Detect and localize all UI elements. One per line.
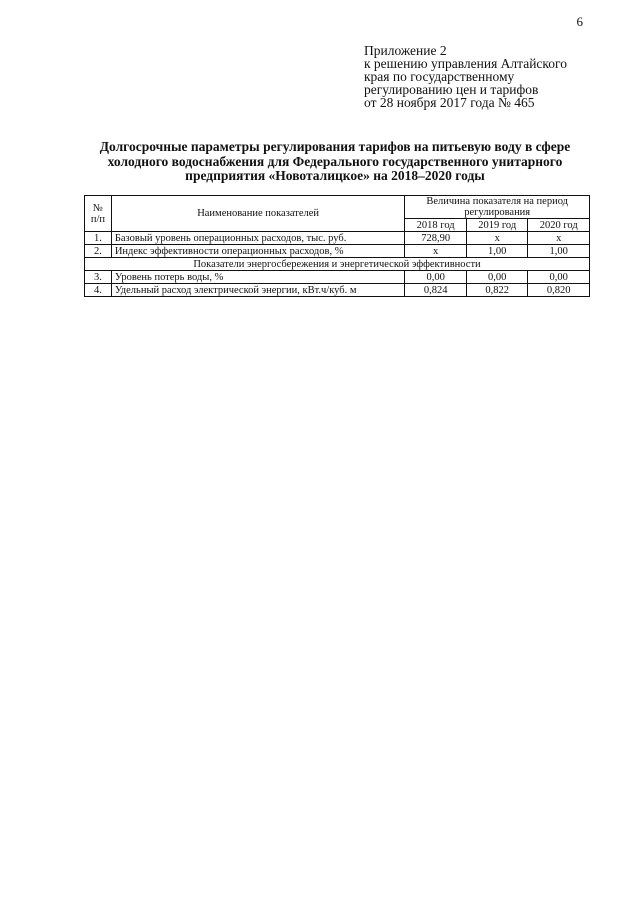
section-title: Показатели энергосбережения и энергетической эффективности: [85, 258, 590, 271]
section-row: [85, 258, 590, 271]
row-value: 0,820: [528, 284, 590, 297]
title-line: Долгосрочные параметры регулирования тарифов на питьевую воду в сфере: [99, 139, 571, 154]
table-header-row: [85, 196, 590, 219]
row-name: Базовый уровень операционных расходов, тыс. руб.: [111, 232, 405, 245]
header-year: 2018 год: [405, 219, 467, 232]
header-name: Наименование показателей: [111, 196, 405, 232]
page-number: 6: [576, 14, 583, 29]
row-value: х: [466, 232, 528, 245]
annex-block: [364, 44, 604, 109]
table-row: [85, 271, 590, 284]
row-name: Удельный расход электрической энергии, кВт.ч/куб. м: [111, 284, 405, 297]
row-value: 0,00: [466, 271, 528, 284]
title-line: холодного водоснабжения для Федерального государственного унитарного: [107, 153, 563, 169]
row-value: 728,90: [405, 232, 467, 245]
row-number: 2.: [85, 245, 112, 258]
header-year: 2019 год: [466, 219, 528, 232]
parameters-table: [84, 195, 590, 297]
row-number: 1.: [85, 232, 112, 245]
document-title: [80, 140, 590, 184]
annex-line: края по государственному: [364, 69, 515, 84]
row-value: х: [405, 245, 467, 258]
row-value: х: [528, 232, 590, 245]
row-name: Уровень потерь воды, %: [111, 271, 405, 284]
row-value: 1,00: [528, 245, 590, 258]
table-row: [85, 232, 590, 245]
row-number: 3.: [85, 271, 112, 284]
row-value: 0,822: [466, 284, 528, 297]
row-number: 4.: [85, 284, 112, 297]
annex-line: регулированию цен и тарифов: [364, 82, 539, 97]
row-name: Индекс эффективности операционных расходов, %: [111, 245, 405, 258]
table-row: [85, 284, 590, 297]
row-value: 1,00: [466, 245, 528, 258]
row-value: 0,00: [528, 271, 590, 284]
annex-line: от 28 ноября 2017 года № 465: [364, 95, 535, 110]
annex-line: Приложение 2: [364, 43, 447, 58]
annex-line: к решению управления Алтайского: [364, 56, 567, 71]
row-value: 0,00: [405, 271, 467, 284]
header-period: Величина показателя на период регулирования: [405, 196, 590, 219]
row-value: 0,824: [405, 284, 467, 297]
header-year: 2020 год: [528, 219, 590, 232]
table-row: [85, 245, 590, 258]
title-line: предприятия «Новоталицкое» на 2018–2020 годы: [185, 168, 485, 183]
header-number: № п/п: [85, 196, 112, 232]
